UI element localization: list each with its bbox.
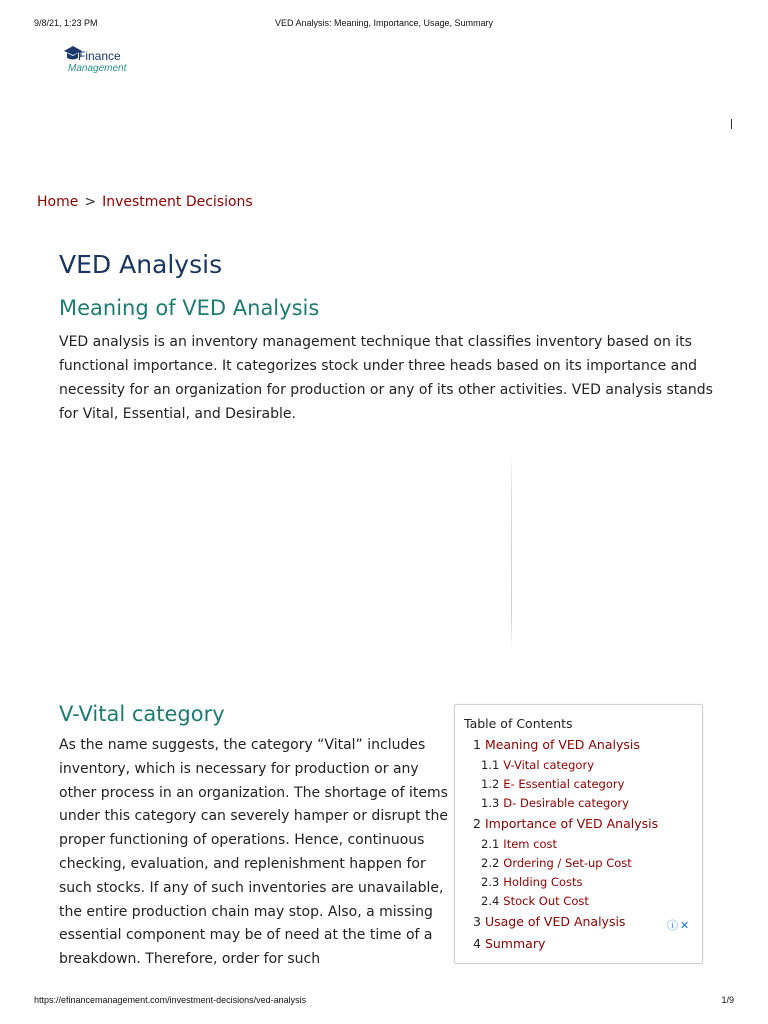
breadcrumb [37, 194, 253, 210]
toc-item-number: 2 [473, 816, 481, 831]
toc-item-link[interactable]: Usage of VED Analysis [484, 914, 626, 929]
toc-item[interactable] [481, 777, 624, 791]
toc-item[interactable] [481, 758, 594, 772]
toc-item[interactable] [481, 894, 589, 908]
toc-item-number: 4 [473, 936, 481, 951]
breadcrumb-separator: > [84, 194, 97, 210]
toc-item[interactable] [473, 816, 658, 831]
print-page-title: VED Analysis: Meaning, Importance, Usage, Summary [274, 18, 494, 28]
toc-item-link[interactable]: Item cost [503, 837, 557, 851]
info-icon[interactable]: ⓘ [667, 919, 678, 932]
toc-item-link[interactable]: Summary [484, 936, 546, 951]
toc-item-link[interactable]: Importance of VED Analysis [484, 816, 659, 831]
print-footer [0, 995, 768, 1007]
toc-item-link[interactable]: Holding Costs [503, 875, 583, 889]
toc-item[interactable] [481, 837, 557, 851]
toc-item-number: 1 [473, 737, 481, 752]
toc-item-number: 2.4 [481, 894, 500, 908]
table-of-contents [454, 704, 703, 964]
logo-brand-line2: Management [68, 63, 127, 74]
toc-item-link[interactable]: Meaning of VED Analysis [484, 737, 640, 752]
ad-choices[interactable] [667, 917, 689, 933]
toc-item-number: 1.2 [481, 777, 500, 791]
toc-item-number: 2.1 [481, 837, 500, 851]
toc-item-number: 2.3 [481, 875, 500, 889]
toc-item-link[interactable]: D- Desirable category [503, 796, 629, 810]
site-logo[interactable] [62, 44, 152, 78]
toc-item[interactable] [473, 914, 625, 929]
print-url: https://efinancemanagement.com/investment-decisions/ved-analysis [34, 995, 307, 1005]
toc-item-number: 1.3 [481, 796, 500, 810]
toc-item-number: 2.2 [481, 856, 500, 870]
toc-item-link[interactable]: Ordering / Set-up Cost [503, 856, 632, 870]
toc-item-link[interactable]: E- Essential category [503, 777, 625, 791]
toc-title: Table of Contents [464, 716, 573, 731]
text-cursor [731, 119, 732, 129]
ad-placeholder-divider [511, 452, 512, 652]
toc-item-number: 1.1 [481, 758, 500, 772]
breadcrumb-home-link[interactable]: Home [37, 194, 79, 210]
print-page-number: 1/9 [721, 995, 734, 1005]
toc-item[interactable] [473, 936, 545, 951]
toc-item-link[interactable]: V-Vital category [503, 758, 595, 772]
close-icon[interactable]: ✕ [680, 919, 690, 932]
print-date: 9/8/21, 1:23 PM [34, 18, 98, 28]
intro-paragraph: VED analysis is an inventory management technique that classifies inventory based on its functional importance. It categorizes stock under three heads based on its importance and necessity for an organization for production or any of its other activities. VED analysis stands for Vital, Essential, and Desirable. [59, 334, 713, 422]
toc-item-link[interactable]: Stock Out Cost [503, 894, 589, 908]
breadcrumb-category-link[interactable]: Investment Decisions [102, 194, 253, 210]
logo-brand-line1: Finance [78, 49, 121, 63]
section-heading-meaning: Meaning of VED Analysis [59, 296, 320, 320]
toc-item[interactable] [481, 856, 632, 870]
toc-item[interactable] [481, 875, 582, 889]
toc-item-number: 3 [473, 914, 481, 929]
vital-paragraph: As the name suggests, the category “Vital” includes inventory, which is necessary for production or any other process in an organization. The shortage of items under this category can severely hamper or disrupt the proper functioning of operations. Hence, continuous checking, evaluation, and replenishment happen for such stocks. If any of such inventories are unavailable, the entire production chain may stop. Also, a missing essential component may be of need at the time of a breakdown. Therefore, order for such [59, 737, 448, 968]
page-title: VED Analysis [59, 250, 223, 279]
toc-item[interactable] [481, 796, 629, 810]
print-header [0, 18, 768, 30]
toc-item[interactable] [473, 737, 640, 752]
section-heading-vital: V-Vital category [59, 702, 225, 726]
